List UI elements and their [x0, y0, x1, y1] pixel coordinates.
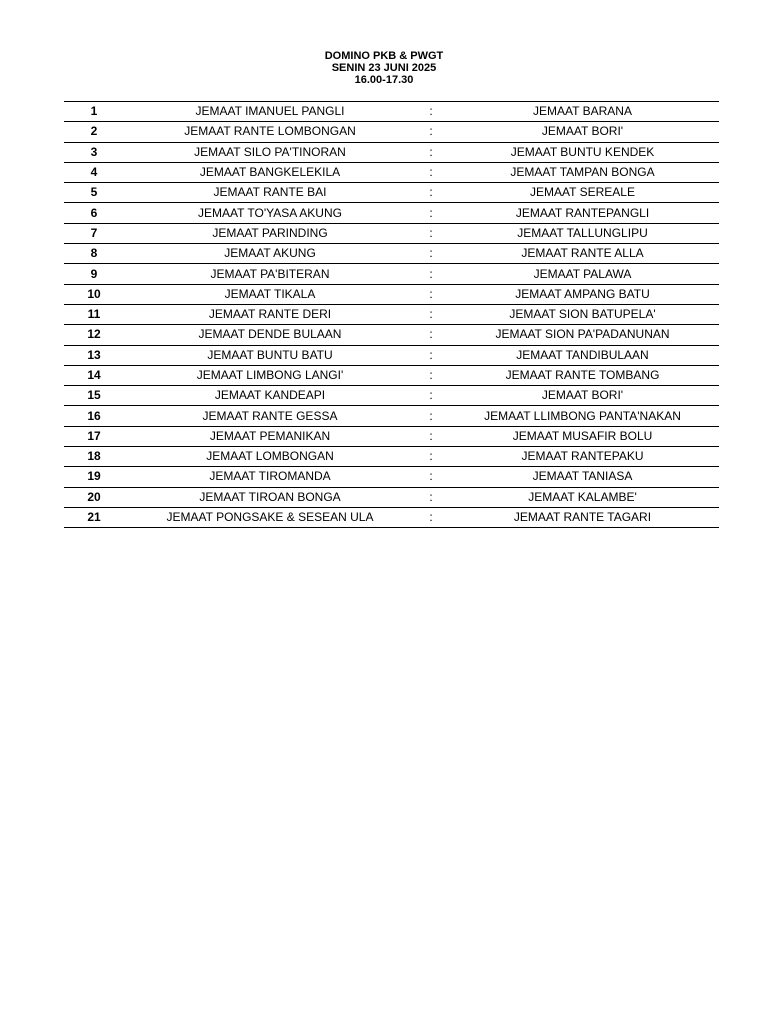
match-number: 15 [64, 386, 124, 406]
match-row [64, 162, 719, 182]
versus-separator: : [416, 325, 446, 345]
match-schedule-table [64, 101, 719, 528]
match-number: 7 [64, 223, 124, 243]
match-number: 20 [64, 487, 124, 507]
versus-separator: : [416, 447, 446, 467]
match-row [64, 386, 719, 406]
versus-separator: : [416, 507, 446, 527]
match-row [64, 304, 719, 324]
match-row [64, 406, 719, 426]
home-team: JEMAAT TIROAN BONGA [124, 487, 416, 507]
match-number: 6 [64, 203, 124, 223]
away-team: JEMAAT AMPANG BATU [446, 284, 719, 304]
match-row [64, 284, 719, 304]
home-team: JEMAAT DENDE BULAAN [124, 325, 416, 345]
match-number: 21 [64, 507, 124, 527]
match-number: 12 [64, 325, 124, 345]
match-number: 3 [64, 142, 124, 162]
home-team: JEMAAT RANTE DERI [124, 304, 416, 324]
match-number: 5 [64, 183, 124, 203]
away-team: JEMAAT SION BATUPELA' [446, 304, 719, 324]
match-row [64, 487, 719, 507]
versus-separator: : [416, 203, 446, 223]
home-team: JEMAAT RANTE GESSA [124, 406, 416, 426]
home-team: JEMAAT PEMANIKAN [124, 426, 416, 446]
away-team: JEMAAT RANTEPAKU [446, 447, 719, 467]
match-row [64, 467, 719, 487]
home-team: JEMAAT AKUNG [124, 244, 416, 264]
match-row [64, 203, 719, 223]
away-team: JEMAAT BORI' [446, 122, 719, 142]
match-row [64, 264, 719, 284]
match-row [64, 447, 719, 467]
home-team: JEMAAT RANTE BAI [124, 183, 416, 203]
match-number: 16 [64, 406, 124, 426]
home-team: JEMAAT TIKALA [124, 284, 416, 304]
away-team: JEMAAT TANIASA [446, 467, 719, 487]
match-row [64, 142, 719, 162]
away-team: JEMAAT BARANA [446, 102, 719, 122]
match-number: 2 [64, 122, 124, 142]
home-team: JEMAAT TO'YASA AKUNG [124, 203, 416, 223]
match-number: 1 [64, 102, 124, 122]
home-team: JEMAAT PARINDING [124, 223, 416, 243]
match-row [64, 223, 719, 243]
versus-separator: : [416, 365, 446, 385]
away-team: JEMAAT TALLUNGLIPU [446, 223, 719, 243]
home-team: JEMAAT PA'BITERAN [124, 264, 416, 284]
versus-separator: : [416, 244, 446, 264]
versus-separator: : [416, 142, 446, 162]
away-team: JEMAAT LLIMBONG PANTA'NAKAN [446, 406, 719, 426]
match-number: 8 [64, 244, 124, 264]
home-team: JEMAAT IMANUEL PANGLI [124, 102, 416, 122]
versus-separator: : [416, 487, 446, 507]
match-schedule-body [64, 102, 719, 528]
home-team: JEMAAT LIMBONG LANGI' [124, 365, 416, 385]
away-team: JEMAAT SEREALE [446, 183, 719, 203]
away-team: JEMAAT RANTE TOMBANG [446, 365, 719, 385]
away-team: JEMAAT BORI' [446, 386, 719, 406]
match-number: 19 [64, 467, 124, 487]
match-number: 18 [64, 447, 124, 467]
away-team: JEMAAT SION PA'PADANUNAN [446, 325, 719, 345]
versus-separator: : [416, 122, 446, 142]
match-row [64, 122, 719, 142]
versus-separator: : [416, 183, 446, 203]
match-row [64, 325, 719, 345]
match-row [64, 365, 719, 385]
versus-separator: : [416, 102, 446, 122]
home-team: JEMAAT LOMBONGAN [124, 447, 416, 467]
home-team: JEMAAT RANTE LOMBONGAN [124, 122, 416, 142]
home-team: JEMAAT PONGSAKE & SESEAN ULA [124, 507, 416, 527]
away-team: JEMAAT RANTE TAGARI [446, 507, 719, 527]
versus-separator: : [416, 406, 446, 426]
versus-separator: : [416, 223, 446, 243]
versus-separator: : [416, 264, 446, 284]
versus-separator: : [416, 426, 446, 446]
match-number: 13 [64, 345, 124, 365]
match-row [64, 507, 719, 527]
match-row [64, 345, 719, 365]
home-team: JEMAAT BUNTU BATU [124, 345, 416, 365]
away-team: JEMAAT TANDIBULAAN [446, 345, 719, 365]
home-team: JEMAAT TIROMANDA [124, 467, 416, 487]
document-title: DOMINO PKB & PWGT [324, 50, 444, 62]
away-team: JEMAAT MUSAFIR BOLU [446, 426, 719, 446]
away-team: JEMAAT TAMPAN BONGA [446, 162, 719, 182]
match-row [64, 183, 719, 203]
match-number: 17 [64, 426, 124, 446]
match-number: 9 [64, 264, 124, 284]
match-row [64, 244, 719, 264]
event-time: 16.00-17.30 [354, 74, 414, 86]
match-number: 14 [64, 365, 124, 385]
match-number: 10 [64, 284, 124, 304]
versus-separator: : [416, 284, 446, 304]
away-team: JEMAAT KALAMBE' [446, 487, 719, 507]
away-team: JEMAAT RANTE ALLA [446, 244, 719, 264]
home-team: JEMAAT BANGKELEKILA [124, 162, 416, 182]
versus-separator: : [416, 304, 446, 324]
versus-separator: : [416, 386, 446, 406]
event-date: SENIN 23 JUNI 2025 [331, 62, 437, 74]
match-number: 4 [64, 162, 124, 182]
match-row [64, 426, 719, 446]
document-header [0, 50, 768, 86]
home-team: JEMAAT KANDEAPI [124, 386, 416, 406]
match-number: 11 [64, 304, 124, 324]
away-team: JEMAAT BUNTU KENDEK [446, 142, 719, 162]
home-team: JEMAAT SILO PA'TINORAN [124, 142, 416, 162]
versus-separator: : [416, 467, 446, 487]
match-row [64, 102, 719, 122]
away-team: JEMAAT RANTEPANGLI [446, 203, 719, 223]
away-team: JEMAAT PALAWA [446, 264, 719, 284]
versus-separator: : [416, 345, 446, 365]
versus-separator: : [416, 162, 446, 182]
